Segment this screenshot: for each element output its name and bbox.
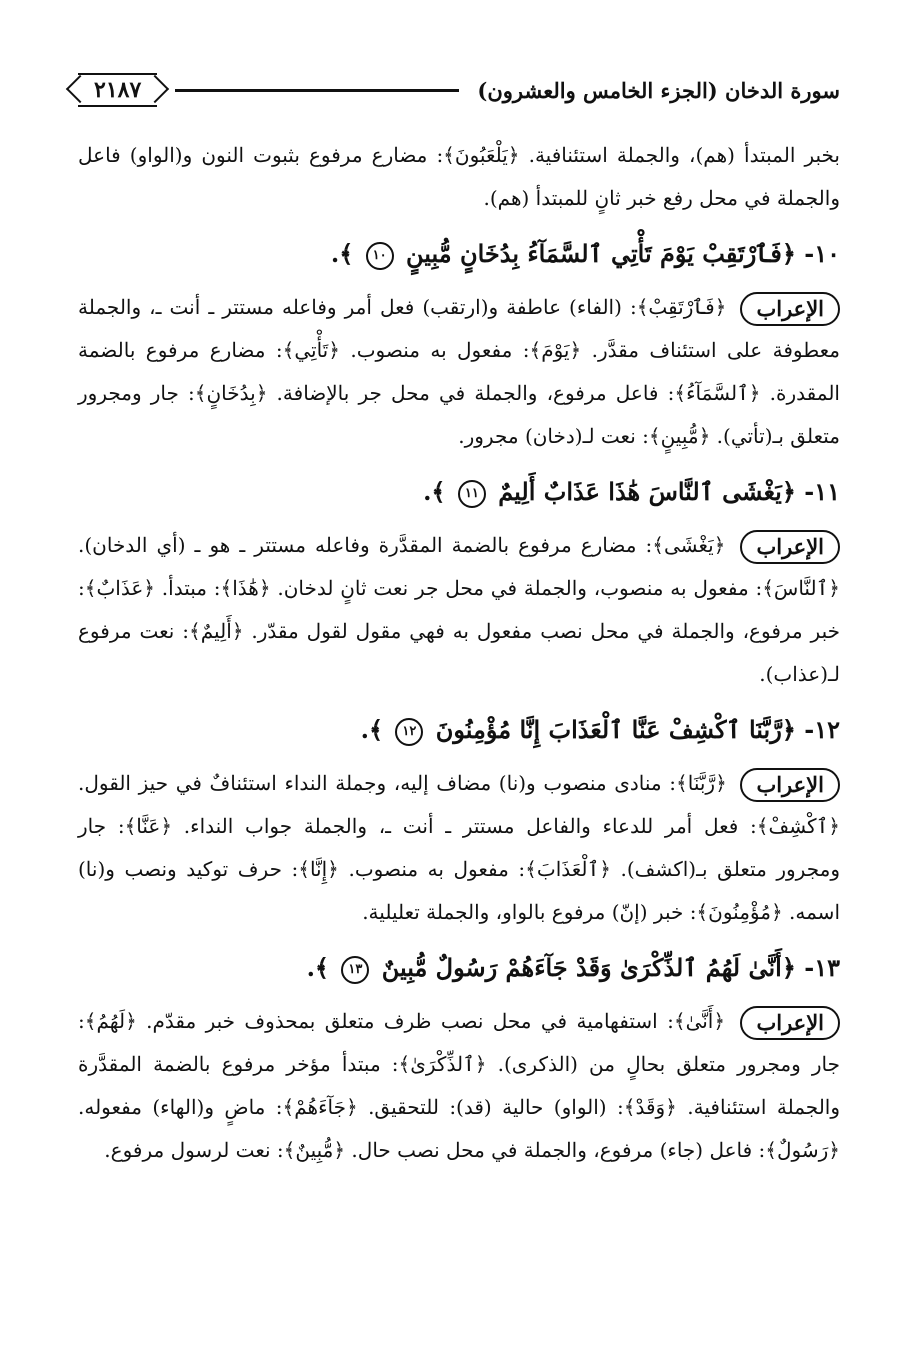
- page-number: ٢١٨٧: [94, 77, 142, 103]
- verse-number: ١٠-: [804, 239, 840, 268]
- section-verse-13: [78, 946, 840, 1172]
- ayah-number-icon: ١١: [458, 480, 486, 508]
- page-header: [78, 60, 840, 120]
- verse-text: ﴿يَغْشَى ٱلنَّاسَ هَٰذَا عَذَابٌ أَلِيمٌ: [498, 477, 796, 506]
- section-verse-11: [78, 470, 840, 696]
- irab-paragraph: [78, 524, 840, 696]
- verse-line: [78, 708, 840, 752]
- header-rule: [175, 89, 459, 92]
- verse-close: ﴾.: [360, 715, 384, 744]
- page-number-badge: [78, 73, 157, 107]
- verse-line: [78, 470, 840, 514]
- irab-label: الإعراب: [740, 768, 840, 802]
- verse-close: ﴾.: [306, 953, 329, 982]
- verse-number: ١١-: [804, 477, 840, 506]
- section-verse-10: [78, 232, 840, 458]
- ayah-number-icon: ١٣: [341, 956, 369, 984]
- verse-close: ﴾.: [423, 477, 446, 506]
- irab-label: الإعراب: [740, 530, 840, 564]
- verse-number: ١٢-: [804, 715, 840, 744]
- section-verse-12: [78, 708, 840, 934]
- verse-line: [78, 946, 840, 990]
- irab-text: ﴿رَّبَّنَا﴾: منادى منصوب و(نا) مضاف إليه، وجملة النداء استئنافٌ في حيز القول. ﴿ٱكْشِفْ﴾: فعل أمر للدعاء والفاعل مستتر ـ أنت ـ، والجملة جواب النداء. ﴿عَنَّا﴾: جار ومجرور متعلق بـ(اكشف). ﴿ٱلْعَذَابَ﴾: مفعول به منصوب. ﴿إِنَّا﴾: حرف توكيد ونصب و(نا) اسمه. ﴿مُؤْمِنُونَ﴾: خبر (إنّ) مرفوع بالواو، والجملة تعليلية.: [78, 771, 840, 924]
- surah-title: سورة الدخان (الجزء الخامس والعشرون): [477, 77, 840, 103]
- irab-label: الإعراب: [740, 1006, 840, 1040]
- irab-paragraph: [78, 286, 840, 458]
- irab-text: ﴿فَٱرْتَقِبْ﴾: (الفاء) عاطفة و(ارتقب) فعل أمر وفاعله مستتر ـ أنت ـ، والجملة معطوفة على استئناف مقدَّر. ﴿يَوْمَ﴾: مفعول به منصوب. ﴿تَأْتِي﴾: مضارع مرفوع بالضمة المقدرة. ﴿ٱلسَّمَآءُ﴾: فاعل مرفوع، والجملة في محل جر بالإضافة. ﴿بِدُخَانٍ﴾: جار ومجرور متعلق بـ(تأتي). ﴿مُّبِينٍ﴾: نعت لـ(دخان) مجرور.: [78, 295, 840, 448]
- ayah-number-icon: ١٢: [395, 718, 423, 746]
- irab-paragraph: [78, 1000, 840, 1172]
- irab-text: ﴿أَنَّىٰ﴾: استفهامية في محل نصب ظرف متعلق بمحذوف خبر مقدّم. ﴿لَهُمُ﴾: جار ومجرور متعلق بحالٍ من (الذكرى). ﴿ٱلذِّكْرَىٰ﴾: مبتدأ مؤخر مرفوع بالضمة المقدَّرة والجملة استئنافية. ﴿وَقَدْ﴾: (الواو) حالية (قد): للتحقيق. ﴿جَآءَهُمْ﴾: ماضٍ و(الهاء) مفعوله. ﴿رَسُولٌ﴾: فاعل (جاء) مرفوع، والجملة في محل نصب حال. ﴿مُّبِينٌ﴾: نعت لرسول مرفوع.: [78, 1009, 841, 1162]
- verse-line: [78, 232, 840, 276]
- verse-text: ﴿فَٱرْتَقِبْ يَوْمَ تَأْتِي ٱلسَّمَآءُ بِدُخَانٍ مُّبِينٍ: [406, 239, 796, 268]
- verse-number: ١٣-: [804, 953, 840, 982]
- verse-text: ﴿رَّبَّنَا ٱكْشِفْ عَنَّا ٱلْعَذَابَ إِنَّا مُؤْمِنُونَ: [435, 715, 796, 744]
- verse-close: ﴾.: [330, 239, 354, 268]
- irab-label: الإعراب: [740, 292, 840, 326]
- irab-text: ﴿يَغْشَى﴾: مضارع مرفوع بالضمة المقدَّرة وفاعله مستتر ـ هو ـ (أي الدخان). ﴿ٱلنَّاسَ﴾: مفعول به منصوب، والجملة في محل جر نعت ثانٍ لدخان. ﴿هَٰذَا﴾: مبتدأ. ﴿عَذَابٌ﴾: خبر مرفوع، والجملة في محل نصب مفعول به فهي مقول لقول مقدّر. ﴿أَلِيمٌ﴾: نعت مرفوع لـ(عذاب).: [78, 533, 840, 686]
- verse-text: ﴿أَنَّىٰ لَهُمُ ٱلذِّكْرَىٰ وَقَدْ جَآءَهُمْ رَسُولٌ مُّبِينٌ: [381, 953, 796, 982]
- ayah-number-icon: ١٠: [366, 242, 394, 270]
- irab-paragraph: [78, 762, 840, 934]
- intro-paragraph: بخبر المبتدأ (هم)، والجملة استئنافية. ﴿يَلْعَبُونَ﴾: مضارع مرفوع بثبوت النون و(الواو) فاعل والجملة في محل رفع خبر ثانٍ للمبتدأ (هم).: [78, 143, 840, 210]
